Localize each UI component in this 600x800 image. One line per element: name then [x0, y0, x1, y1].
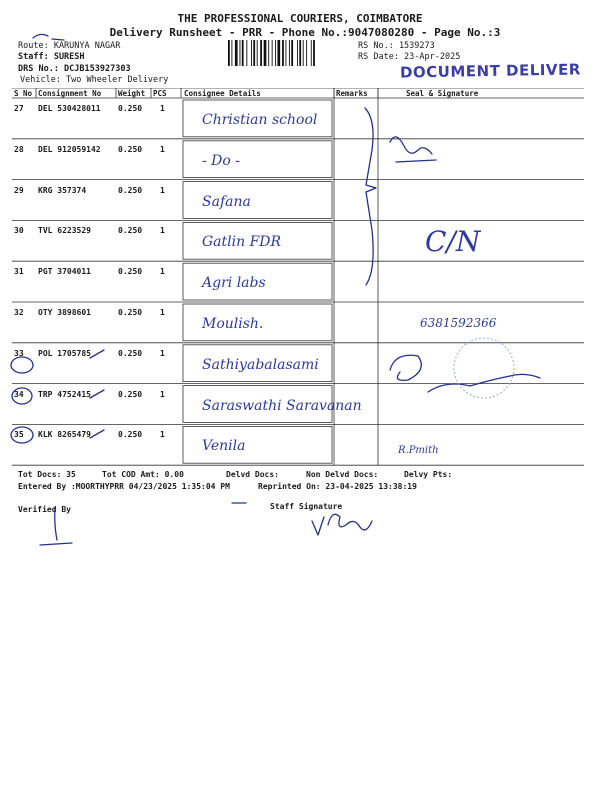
row-cn: DEL 530428011 [38, 104, 101, 113]
row-pcs: 1 [160, 226, 165, 236]
row-weight: 0.250 [118, 308, 143, 317]
row-consignee: Sathiyabalasami [202, 356, 319, 373]
row-cn: OTY 3898601 [38, 308, 91, 317]
row-sno: 35 [14, 430, 24, 440]
signature-scribble-2 [390, 355, 421, 380]
row-cn: TVL 6223529 [38, 226, 91, 236]
footer-signatures [10, 495, 390, 555]
vehicle-label: Vehicle: Two Wheeler Delivery [20, 75, 169, 85]
signature-scribble-1 [390, 137, 436, 162]
row-sno: 33 [14, 348, 24, 358]
row-weight: 0.250 [118, 267, 143, 277]
row-sno: 30 [14, 226, 24, 236]
phone-note: 6381592366 [420, 316, 497, 330]
row-sno: 27 [14, 104, 24, 113]
row-sno: 28 [14, 144, 24, 154]
row-sno: 32 [14, 308, 24, 317]
drs-number: DRS No.: DCJB153927303 [18, 64, 131, 74]
delivery-points: Delvy Pts: [404, 470, 453, 479]
row-pcs: 1 [160, 185, 165, 195]
column-header-pcs: PCS [153, 89, 167, 98]
verified-mark [40, 507, 72, 545]
barcode [228, 40, 350, 66]
handwriting-layer [0, 80, 600, 480]
delivered-docs: Delvd Docs: [226, 470, 279, 479]
row-weight: 0.250 [118, 185, 143, 195]
rs-date: RS Date: 23-Apr-2025 [358, 52, 461, 62]
row-pcs: 1 [160, 430, 165, 440]
row-pcs: 1 [160, 348, 165, 358]
row-consignee: Venila [202, 438, 246, 455]
row-consignee: Safana [202, 193, 251, 210]
row-consignee: Agri labs [202, 275, 266, 292]
column-header-weight: Weight [118, 89, 146, 98]
column-header-consignee-details: Consignee Details [184, 89, 261, 98]
row-consignee: Christian school [202, 112, 318, 128]
delivery-stamp: DOCUMENT DELIVER [399, 60, 581, 82]
entered-by: Entered By :MOORTHYPRR 04/23/2025 1:35:04 PM [18, 482, 230, 491]
row-pcs: 1 [160, 267, 165, 277]
total-cod: Tot COD Amt: 0.00 [102, 470, 184, 479]
runsheet-subtitle: Delivery Runsheet - PRR - Phone No.:9047080280 - Page No.:3 [109, 26, 501, 39]
verified-by-label: Verified By [18, 505, 71, 514]
rs-number: RS No.: 1539273 [358, 41, 435, 51]
row-cn: DEL 912059142 [38, 144, 101, 154]
row-consignee: Gatlin FDR [202, 234, 282, 251]
total-docs: Tot Docs: 35 [18, 470, 76, 479]
route-label: Route: KARUNYA NAGAR [18, 41, 121, 51]
runsheet-title: THE PROFESSIONAL COURIERS, COIMBATORE [177, 12, 423, 25]
row-sno: 29 [14, 185, 24, 195]
row-pcs: 1 [160, 308, 165, 317]
row-weight: 0.250 [118, 430, 143, 440]
row-cn: TRP 4752415 [38, 389, 91, 399]
row-pcs: 1 [160, 389, 165, 399]
staff-label: Staff: SURESH [18, 52, 85, 62]
bracket-mark [365, 108, 376, 285]
reprinted-on: Reprinted On: 23-04-2025 13:38:19 [258, 482, 417, 491]
column-header-s-no: S No [14, 89, 33, 98]
row-cn: KRG 357374 [38, 185, 87, 195]
row-weight: 0.250 [118, 104, 143, 113]
row-weight: 0.250 [118, 144, 143, 154]
row-cn: KLK 8265479 [38, 430, 91, 440]
row-sno: 34 [14, 389, 24, 399]
row-cn: PGT 3704011 [38, 267, 91, 277]
row-consignee: Saraswathi Saravanan [202, 397, 362, 414]
row-sno: 31 [14, 267, 24, 277]
receiver-note: R.Pmith [398, 445, 439, 456]
column-header-seal-signature: Seal & Signature [406, 89, 479, 98]
row-pcs: 1 [160, 104, 165, 113]
row-cn: POL 1705785 [38, 348, 91, 358]
cin-note: C/N [425, 225, 481, 258]
pen-mark [30, 30, 70, 44]
row-pcs: 1 [160, 144, 165, 154]
row-weight: 0.250 [118, 348, 143, 358]
column-header-consignment-no: Consignment No [38, 89, 102, 98]
staff-signature-label: Staff Signature [270, 502, 343, 511]
row-weight: 0.250 [118, 226, 143, 236]
staff-signature-mark [312, 514, 372, 535]
non-delivered-docs: Non Delvd Docs: [306, 470, 379, 479]
row-consignee: Moulish. [202, 316, 264, 332]
column-header-remarks: Remarks [336, 89, 368, 98]
row-weight: 0.250 [118, 389, 143, 399]
signature-scribble-3 [428, 374, 540, 392]
row-consignee: - Do - [202, 152, 241, 169]
